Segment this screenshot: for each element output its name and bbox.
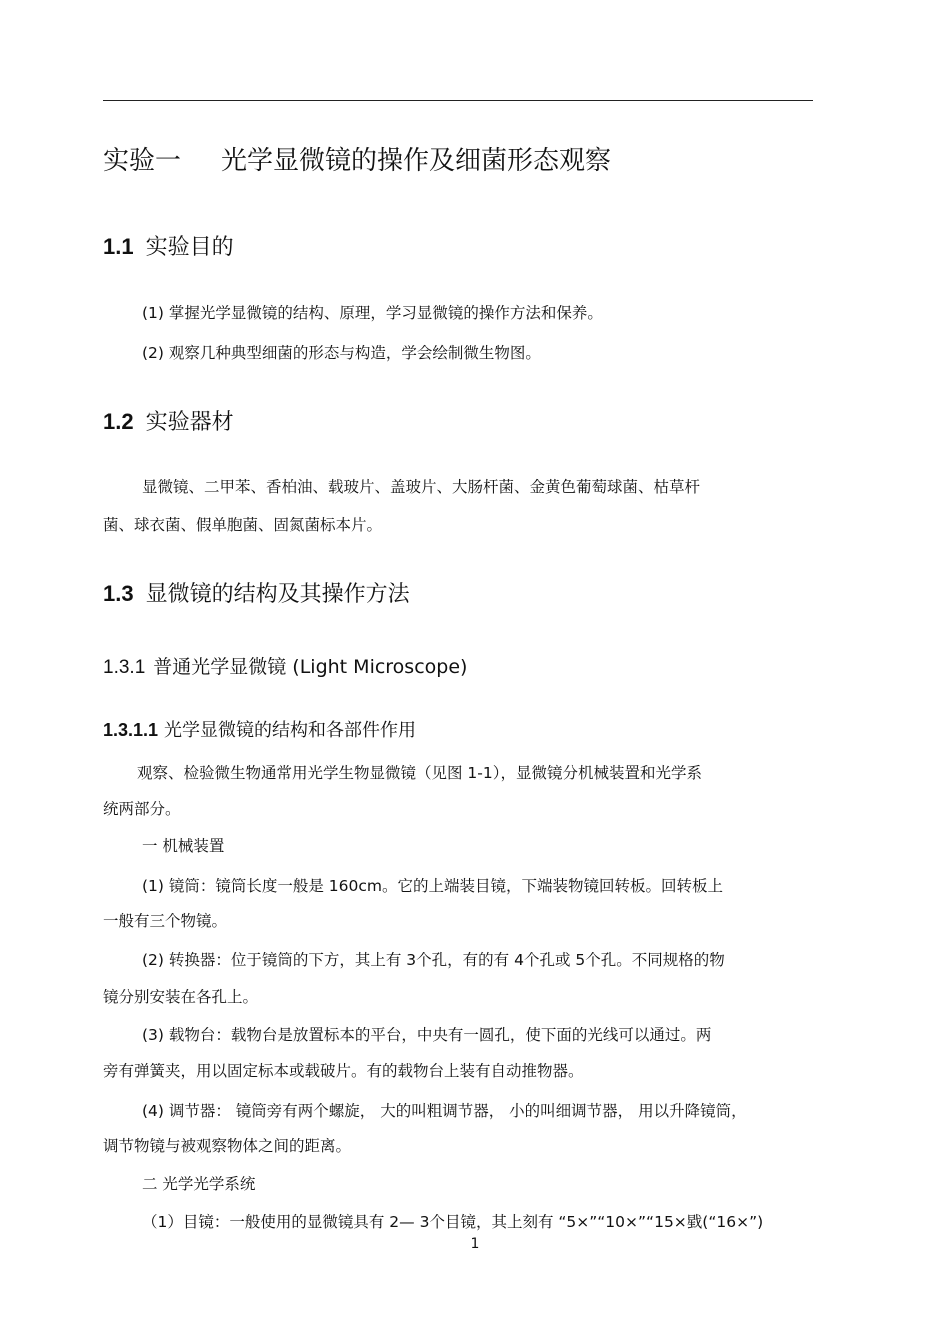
mechanical-item-1-line-1: (1) 镜筒：镜筒长度一般是 160cm。它的上端装目镜，下端装物镜回转板。回转板上	[142, 877, 724, 895]
mechanical-item-3-line-2: 旁有弹簧夹，用以固定标本或载破片。有的载物台上装有自动推物器。	[103, 1062, 584, 1080]
section-title: 普通光学显微镜 (Light Microscope)	[153, 656, 468, 678]
equipment-line-1: 显微镜、二甲苯、香柏油、载玻片、盖玻片、大肠杆菌、金黄色葡萄球菌、枯草杆	[142, 478, 701, 496]
mechanical-item-4-line-1: (4) 调节器： 镜筒旁有两个螺旋， 大的叫粗调节器， 小的叫细调节器， 用以升降镜筒，	[142, 1102, 747, 1120]
mechanical-heading: 一 机械装置	[142, 837, 225, 855]
title-experiment-name: 光学显微镜的操作及细菌形态观察	[221, 146, 612, 176]
goal-item-2: (2) 观察几种典型细菌的形态与构造，学会绘制微生物图。	[142, 344, 541, 362]
section-1-3-1-heading	[103, 652, 467, 679]
section-title: 实验目的	[145, 235, 234, 260]
section-title: 显微镜的结构及其操作方法	[145, 582, 410, 607]
intro-line-2: 统两部分。	[103, 800, 181, 818]
mechanical-item-2-line-2: 镜分别安装在各孔上。	[103, 988, 259, 1006]
title-experiment-number: 实验一	[103, 146, 182, 176]
section-number: 1.3.1	[103, 657, 146, 678]
section-1-1-heading	[103, 230, 234, 261]
mechanical-item-3-line-1: (3) 载物台：载物台是放置标本的平台，中央有一圆孔，使下面的光线可以通过。两	[142, 1026, 712, 1044]
mechanical-item-2-line-1: (2) 转换器：位于镜筒的下方，其上有 3个孔，有的有 4个孔或 5个孔。不同规格的物	[142, 951, 725, 969]
goal-item-1: (1) 掌握光学显微镜的结构、原理，学习显微镜的操作方法和保养。	[142, 304, 603, 322]
optical-heading: 二 光学光学系统	[142, 1175, 256, 1193]
equipment-line-2: 菌、球衣菌、假单胞菌、固氮菌标本片。	[103, 516, 383, 534]
header-rule	[103, 100, 813, 101]
section-number: 1.3	[103, 581, 134, 606]
page-number: 1	[470, 1236, 480, 1252]
section-title: 实验器材	[145, 410, 234, 435]
section-number: 1.2	[103, 409, 134, 434]
section-title: 光学显微镜的结构和各部件作用	[164, 720, 417, 741]
section-number: 1.3.1.1	[103, 720, 159, 740]
mechanical-item-1-line-2: 一般有三个物镜。	[103, 912, 228, 930]
section-1-3-heading	[103, 577, 410, 608]
page-title	[103, 140, 611, 177]
optical-item-1: （1）目镜：一般使用的显微镜具有 2— 3个目镜，其上刻有 “5×”“10×”“15×戥(“16×”)	[142, 1213, 764, 1231]
section-1-2-heading	[103, 405, 234, 436]
section-1-3-1-1-heading	[103, 716, 416, 742]
section-number: 1.1	[103, 234, 134, 259]
intro-line-1: 观察、检验微生物通常用光学生物显微镜（见图 1-1），显微镜分机械装置和光学系	[137, 764, 702, 782]
mechanical-item-4-line-2: 调节物镜与被观察物体之间的距离。	[103, 1137, 352, 1155]
